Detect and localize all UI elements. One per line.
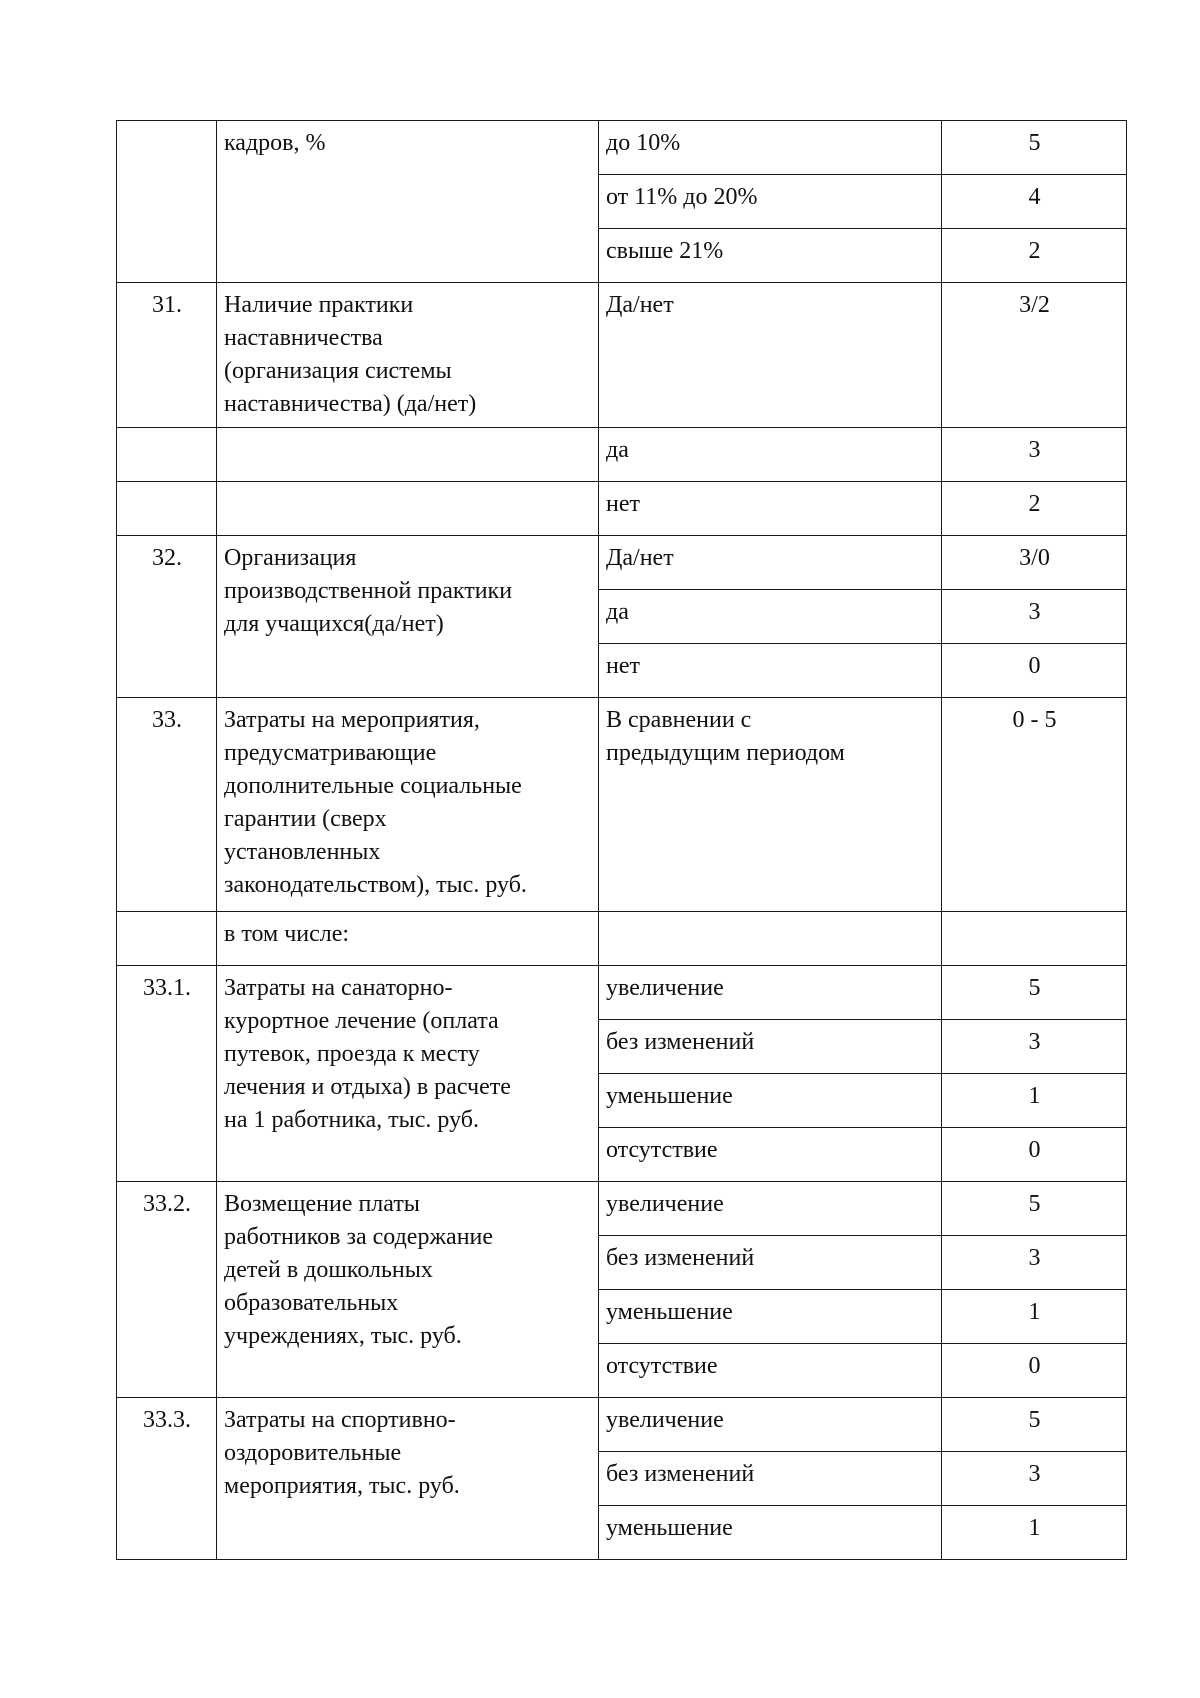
- name-line: курортное лечение (оплата: [224, 1008, 499, 1034]
- name-line: установленных: [224, 839, 381, 865]
- name-line: Затраты на санаторно-: [224, 975, 453, 1001]
- row-number-cell: [117, 482, 217, 536]
- table-row: [117, 966, 1127, 1020]
- table-row: [117, 536, 1127, 590]
- points-cell: 2: [942, 482, 1127, 536]
- indicator-name-cell: [217, 1182, 599, 1398]
- points-cell: 3/2: [942, 283, 1127, 428]
- name-line: Организация: [224, 545, 357, 571]
- points-cell: 3: [942, 590, 1127, 644]
- points-cell: 0: [942, 1128, 1127, 1182]
- row-number-cell: 31.: [117, 283, 217, 428]
- points-cell: 1: [942, 1074, 1127, 1128]
- indicator-name-cell: [217, 698, 599, 912]
- criterion-cell: Да/нет: [599, 536, 942, 590]
- criterion-cell: [599, 698, 942, 912]
- indicator-name-cell: [217, 428, 599, 482]
- criterion-cell: увеличение: [599, 1182, 942, 1236]
- name-line: предусматривающие: [224, 740, 437, 766]
- criteria-table: [116, 120, 1127, 1560]
- name-line: оздоровительные: [224, 1440, 402, 1466]
- points-cell: 1: [942, 1290, 1127, 1344]
- indicator-name-cell: в том числе:: [217, 912, 599, 966]
- name-line: для учащихся(да/нет): [224, 611, 444, 637]
- criterion-line: предыдущим периодом: [606, 740, 845, 766]
- row-number-cell: 33.1.: [117, 966, 217, 1182]
- points-cell: 4: [942, 175, 1127, 229]
- table-row: [117, 121, 1127, 175]
- points-cell: 0: [942, 1344, 1127, 1398]
- criterion-cell: без изменений: [599, 1452, 942, 1506]
- name-line: дополнительные социальные: [224, 773, 522, 799]
- indicator-name-cell: [217, 966, 599, 1182]
- name-line: (организация системы: [224, 358, 452, 384]
- row-number-cell: [117, 428, 217, 482]
- indicator-name-cell: кадров, %: [217, 121, 599, 283]
- name-line: Затраты на спортивно-: [224, 1407, 456, 1433]
- points-cell: 0: [942, 644, 1127, 698]
- criterion-line: В сравнении с: [606, 707, 752, 733]
- name-line: работников за содержание: [224, 1224, 494, 1250]
- name-line: наставничества) (да/нет): [224, 391, 477, 417]
- row-number-cell: [117, 121, 217, 283]
- criterion-cell: [599, 912, 942, 966]
- name-line: учреждениях, тыс. руб.: [224, 1323, 462, 1349]
- points-cell: 2: [942, 229, 1127, 283]
- points-cell: [942, 912, 1127, 966]
- name-line: Затраты на мероприятия,: [224, 707, 480, 733]
- table-row: [117, 283, 1127, 428]
- indicator-name-cell: [217, 283, 599, 428]
- row-number-cell: 32.: [117, 536, 217, 698]
- criterion-cell: увеличение: [599, 966, 942, 1020]
- row-number-cell: 33.3.: [117, 1398, 217, 1560]
- criterion-cell: Да/нет: [599, 283, 942, 428]
- points-cell: 1: [942, 1506, 1127, 1560]
- name-line: мероприятия, тыс. руб.: [224, 1473, 460, 1499]
- name-line: наставничества: [224, 325, 383, 351]
- name-line: образовательных: [224, 1290, 399, 1316]
- table-row: [117, 912, 1127, 966]
- criterion-cell: без изменений: [599, 1020, 942, 1074]
- name-line: путевок, проезда к месту: [224, 1041, 480, 1067]
- criterion-cell: без изменений: [599, 1236, 942, 1290]
- points-cell: 0 - 5: [942, 698, 1127, 912]
- points-cell: 3: [942, 1020, 1127, 1074]
- criterion-cell: нет: [599, 482, 942, 536]
- name-line: Возмещение платы: [224, 1191, 420, 1217]
- table-row: [117, 1398, 1127, 1452]
- criterion-cell: уменьшение: [599, 1506, 942, 1560]
- name-line: лечения и отдыха) в расчете: [224, 1074, 511, 1100]
- criterion-cell: уменьшение: [599, 1074, 942, 1128]
- points-cell: 3: [942, 428, 1127, 482]
- name-line: на 1 работника, тыс. руб.: [224, 1107, 480, 1133]
- name-line: законодательством), тыс. руб.: [224, 872, 527, 898]
- points-cell: 3: [942, 1236, 1127, 1290]
- indicator-name-cell: [217, 482, 599, 536]
- indicator-name-cell: [217, 536, 599, 698]
- criterion-cell: да: [599, 428, 942, 482]
- table-row: [117, 1182, 1127, 1236]
- points-cell: 5: [942, 1182, 1127, 1236]
- name-line: Наличие практики: [224, 292, 414, 318]
- criterion-cell: до 10%: [599, 121, 942, 175]
- name-line: гарантии (сверх: [224, 806, 387, 832]
- criterion-cell: отсутствие: [599, 1344, 942, 1398]
- criterion-cell: увеличение: [599, 1398, 942, 1452]
- points-cell: 3/0: [942, 536, 1127, 590]
- row-number-cell: [117, 912, 217, 966]
- row-number-cell: 33.: [117, 698, 217, 912]
- points-cell: 5: [942, 121, 1127, 175]
- criterion-cell: от 11% до 20%: [599, 175, 942, 229]
- criterion-cell: нет: [599, 644, 942, 698]
- table-row: [117, 698, 1127, 912]
- criterion-cell: уменьшение: [599, 1290, 942, 1344]
- points-cell: 5: [942, 1398, 1127, 1452]
- row-number-cell: 33.2.: [117, 1182, 217, 1398]
- name-line: детей в дошкольных: [224, 1257, 433, 1283]
- indicator-name-cell: [217, 1398, 599, 1560]
- points-cell: 5: [942, 966, 1127, 1020]
- criterion-cell: отсутствие: [599, 1128, 942, 1182]
- name-line: производственной практики: [224, 578, 513, 604]
- criterion-cell: свыше 21%: [599, 229, 942, 283]
- criterion-cell: да: [599, 590, 942, 644]
- table-row: [117, 482, 1127, 536]
- table-row: [117, 428, 1127, 482]
- points-cell: 3: [942, 1452, 1127, 1506]
